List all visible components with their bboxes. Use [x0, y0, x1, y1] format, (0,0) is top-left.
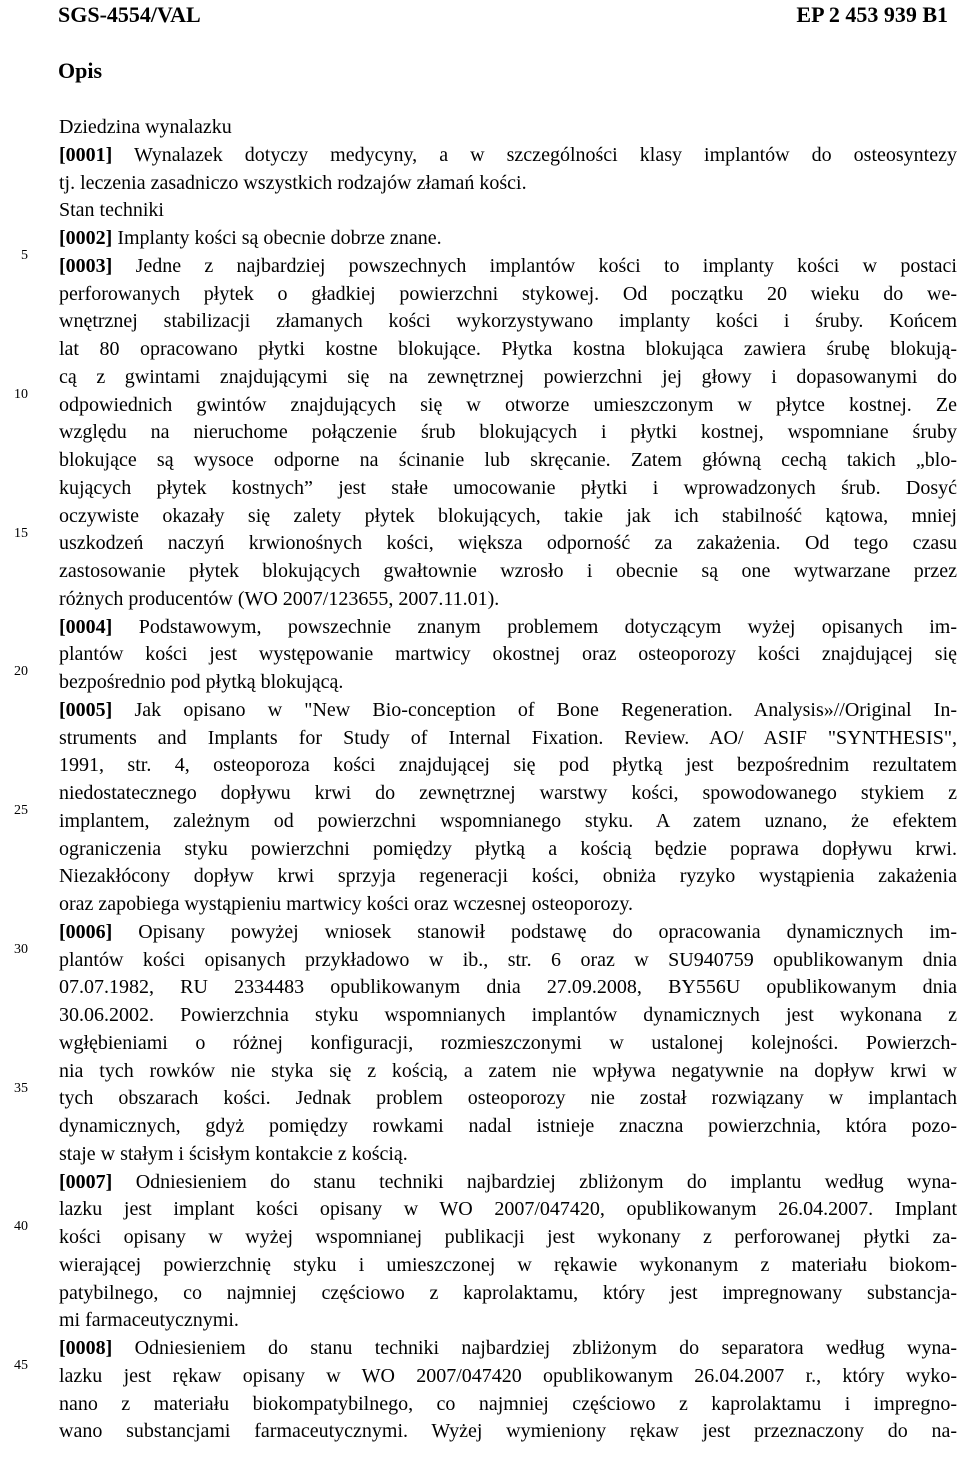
text-line [59, 1362, 957, 1390]
line-text: 30.06.2002. Powierzchnia styku wspomnianych implantów dynamicznych jest wykonana z [59, 1004, 957, 1026]
line-text: wano substancjami farmaceutycznymi. Wyżej wymieniony rękaw jest przeznaczony do na- [59, 1420, 957, 1443]
line-text: lazku jest rękaw opisany w WO 2007/047420 opublikowanym 26.04.2007 r., który wyko- [59, 1364, 957, 1387]
line-text: nano z materiału biokompatybilnego, co najmniej częściowo z kaprolaktamu i impregno- [59, 1392, 957, 1415]
line-text: nia tych rowków nie styka się z kością, a zatem nie wpływa negatywnie na dopływ krwi w [59, 1059, 957, 1082]
text-line [59, 1140, 957, 1168]
line-text: wierającej powierzchnię styku i umieszczonej w rękawie wykonanym z materiału biokom- [59, 1253, 957, 1276]
margin-line-number: 20 [14, 664, 28, 680]
text-line [59, 557, 957, 585]
line-text: Opisany powyżej wniosek stanowił podstawę do opracowania dynamicznych im- [112, 920, 957, 943]
line-text: zastosowanie płytek blokujących gwałtownie wzrosło i obecnie są one wytwarzane przez [59, 560, 957, 582]
text-line [59, 1390, 957, 1418]
text-line [59, 973, 957, 1001]
line-text: mi farmaceutycznymi. [59, 1309, 239, 1332]
line-text: kości opisany w wyżej wspomnianej publikacji jest wykonany z perforowanej płytki za- [59, 1226, 957, 1248]
line-text: kujących płytek kostnych” jest stałe umocowanie płytki i wprowadzonych śrub. Dosyć [59, 476, 957, 499]
text-line [59, 446, 957, 474]
line-text: tj. leczenia zasadniczo wszystkich rodzajów złamań kości. [59, 171, 527, 194]
text-line [59, 502, 957, 530]
line-text: implantem, zależnym od powierzchni wspomnianego styku. A zatem uznano, że efektem [59, 809, 957, 832]
line-text: oraz zapobiega wystąpieniu martwicy kości oraz wczesnej osteoporozy. [59, 893, 634, 915]
line-text: tych obszarach kości. Jednak problem osteoporozy nie został rozwiązany w implantach [59, 1087, 957, 1110]
text-line [59, 280, 957, 308]
margin-line-number: 30 [14, 941, 28, 957]
line-text: Podstawowym, powszechnie znanym problemem dotyczącym wyżej opisanych im- [112, 615, 957, 638]
line-text: wgłębieniami o różnej konfiguracji, rozmieszczonymi w ustalonej kolejności. Powierzch- [59, 1031, 957, 1054]
line-text: plantów kości jest występowanie martwicy okostnej oraz osteoporozy kości znajdującej się [59, 643, 957, 666]
paragraph-number: [0005] [59, 698, 113, 721]
text-line [59, 724, 957, 752]
text-line [59, 141, 957, 169]
line-text: wnętrznej stabilizacji złamanych kości wykorzystywano implanty kości i śruby. Końcem [59, 310, 957, 333]
line-text: patybilnego, co najmniej częściowo z kaprolaktamu, który jest impregnowany substancja- [59, 1281, 957, 1304]
text-line [59, 113, 957, 141]
text-line [59, 1195, 957, 1223]
line-text: ograniczenia styku powierzchni pomiędzy płytką a kością będzie poprawa dopływu krwi. [59, 837, 957, 860]
line-text: bezpośrednio pod płytką blokującą. [59, 671, 344, 693]
document-reference: SGS-4554/VAL [58, 2, 201, 27]
line-text: staje w stałym i ścisłym kontakcie z kością. [59, 1142, 408, 1165]
line-text: Niezakłócony dopływ krwi sprzyja regeneracji kości, obniża ryzyko wystąpienia zakażenia [59, 865, 957, 888]
margin-line-number: 45 [14, 1358, 28, 1373]
line-text: różnych producentów (WO 2007/123655, 2007.11.01). [59, 587, 500, 610]
line-text: 1991, str. 4, osteoporoza kości znajdującej się pod płytką jest bezpośrednim rezultatem [59, 754, 957, 777]
text-line [59, 668, 957, 696]
text-line [59, 1223, 957, 1251]
section-title: Opis [58, 58, 103, 83]
text-line [59, 751, 957, 779]
text-line [59, 335, 957, 363]
line-text: oczywiste okazały się zalety płytek blokujących, takie jak ich stabilność kątowa, mniej [59, 504, 957, 527]
margin-line-number: 35 [14, 1080, 28, 1096]
line-text: Dziedzina wynalazku [59, 116, 232, 138]
text-line [59, 807, 957, 835]
text-line [59, 862, 957, 890]
text-line [59, 391, 957, 419]
text-line [59, 1168, 957, 1196]
text-line [59, 890, 957, 918]
text-line [59, 1417, 957, 1445]
text-line [59, 1084, 957, 1112]
text-line [59, 169, 957, 197]
text-line [59, 224, 957, 252]
text-line [59, 363, 957, 391]
line-text: Wynalazek dotyczy medycyny, a w szczególności klasy implantów do osteosyntezy [112, 143, 957, 166]
text-line [59, 252, 957, 280]
line-text: lazku jest implant kości opisany w WO 2007/047420, opublikowanym 26.04.2007. Implant [59, 1198, 957, 1221]
line-text: 07.07.1982, RU 2334483 opublikowanym dnia 27.09.2008, BY556U opublikowanym dnia [59, 976, 957, 999]
text-line [59, 1057, 957, 1085]
text-line [59, 918, 957, 946]
paragraph-number: [0001] [59, 143, 113, 166]
margin-line-number: 40 [14, 1219, 28, 1235]
text-line [59, 1251, 957, 1279]
line-text: Implanty kości są obecnie dobrze znane. [112, 227, 442, 249]
line-text: blokujące są wysoce odporne na ścinanie lub skręcanie. Zatem główną cechą takich „blo- [59, 449, 957, 471]
paragraph-number: [0003] [59, 254, 113, 277]
line-text: lat 80 opracowano płytki kostne blokujące. Płytka kostna blokująca zawiera śrubę blokują- [59, 338, 957, 360]
line-text: struments and Implants for Study of Internal Fixation. Review. AO/ ASIF "SYNTHESIS", [59, 726, 957, 749]
line-text: Odniesieniem do stanu techniki najbardziej zbliżonym do implantu według wyna- [112, 1170, 957, 1193]
line-text: odpowiednich gwintów znajdujących się w otworze umieszczonym w płytce kostnej. Ze [59, 393, 957, 416]
text-line [59, 1306, 957, 1334]
margin-line-number: 15 [14, 525, 28, 541]
text-line [59, 1029, 957, 1057]
line-text: uszkodzeń naczyń krwionośnych kości, większa odporność za zakażenia. Od tego czasu [59, 532, 957, 555]
paragraph-number: [0008] [59, 1337, 113, 1359]
text-line [59, 196, 957, 224]
line-text: dynamicznych, gdyż pomiędzy rowkami nadal istnieje znaczna powierzchnia, która pozo- [59, 1115, 957, 1137]
text-line [59, 307, 957, 335]
paragraph-number: [0006] [59, 920, 113, 943]
line-text: Jedne z najbardziej powszechnych implantów kości to implanty kości w postaci [112, 254, 957, 277]
margin-line-number: 5 [21, 248, 28, 263]
line-text: Jak opisano w "New Bio-conception of Bone Regeneration. Analysis»//Original In- [112, 698, 957, 721]
text-line [59, 474, 957, 502]
line-text: cą z gwintami znajdującymi się na zewnętrznej powierzchni jej głowy i dopasowanymi do [59, 365, 957, 388]
line-text: Stan techniki [59, 199, 164, 222]
text-line [59, 696, 957, 724]
text-line [59, 1279, 957, 1307]
text-line [59, 835, 957, 863]
text-line [59, 418, 957, 446]
line-text: Odniesieniem do stanu techniki najbardziej zbliżonym do separatora według wyna- [112, 1337, 957, 1359]
text-line [59, 1112, 957, 1140]
line-text: niedostatecznego dopływu krwi do zewnętrznej warstwy kości, spowodowanego stykiem z [59, 782, 957, 804]
margin-line-number: 10 [14, 386, 28, 402]
text-line [59, 529, 957, 557]
text-line [59, 613, 957, 641]
paragraph-number: [0002] [59, 227, 113, 249]
patent-number: EP 2 453 939 B1 [796, 2, 948, 27]
text-line [59, 946, 957, 974]
line-text: perforowanych płytek o gładkiej powierzchni stykowej. Od początku 20 wieku do we- [59, 282, 957, 305]
line-text: względu na nieruchome połączenie śrub blokujących i płytki kostnej, wspomniane śruby [59, 421, 957, 444]
paragraph-number: [0007] [59, 1170, 113, 1193]
text-line [59, 1334, 957, 1362]
text-line [59, 585, 957, 613]
line-text: plantów kości opisanych przykładowo w ib., str. 6 oraz w SU940759 opublikowanym dnia [59, 948, 957, 971]
text-line [59, 640, 957, 668]
text-line [59, 1001, 957, 1029]
margin-line-number: 25 [14, 803, 28, 818]
paragraph-number: [0004] [59, 615, 113, 638]
text-line [59, 779, 957, 807]
